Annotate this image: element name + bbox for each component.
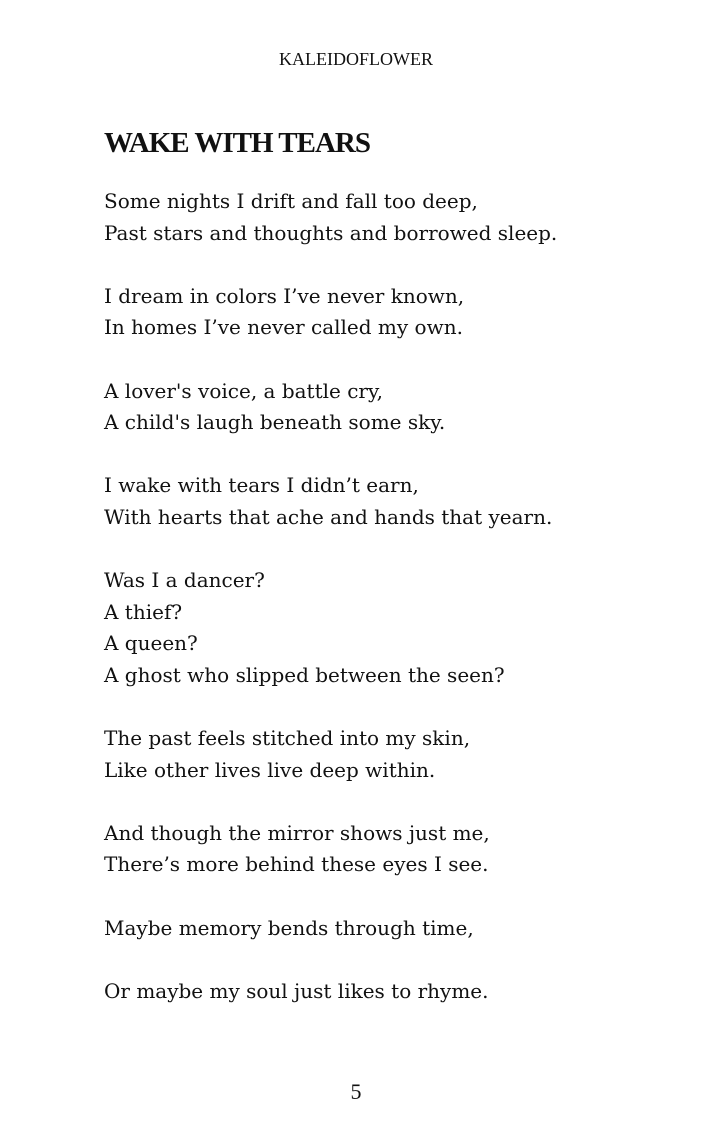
poem-line: With hearts that ache and hands that yearn. [104,504,553,529]
poem-line: I wake with tears I didn’t earn, [104,473,419,498]
poem-line: Past stars and thoughts and borrowed sleep. [104,220,558,245]
poem-line: In homes I’ve never called my own. [104,315,463,340]
stanza [104,376,664,439]
poem-line: And though the mirror shows just me, [104,820,490,845]
poem-line: A lover's voice, a battle cry, [104,378,383,403]
poem-line: Like other lives live deep within. [104,757,436,782]
poem-line: A queen? [104,631,198,656]
stanza [104,186,664,249]
poem-line: There’s more behind these eyes I see. [104,852,489,877]
stanza [104,976,664,1008]
stanza [104,470,664,533]
poem-line: A thief? [104,599,183,624]
poem-line: I dream in colors I’ve never known, [104,283,465,308]
poem-body [104,186,664,1039]
poem-line: Or maybe my soul just likes to rhyme. [104,978,489,1003]
poem-line: A ghost who slipped between the seen? [104,662,505,687]
poem-title: WAKE WITH TEARS [104,127,370,159]
poem-line: Some nights I drift and fall too deep, [104,189,478,213]
poem-line: The past feels stitched into my skin, [104,726,471,751]
running-header: KALEIDOFLOWER [279,49,433,69]
stanza [104,281,664,344]
stanza [104,913,664,945]
stanza [104,723,664,786]
stanza [104,818,664,881]
poem-line: A child's laugh beneath some sky. [104,410,446,435]
poem-line: Was I a dancer? [104,568,265,593]
poem-line: Maybe memory bends through time, [104,915,474,940]
page-number: 5 [350,1079,362,1104]
stanza [104,565,664,691]
